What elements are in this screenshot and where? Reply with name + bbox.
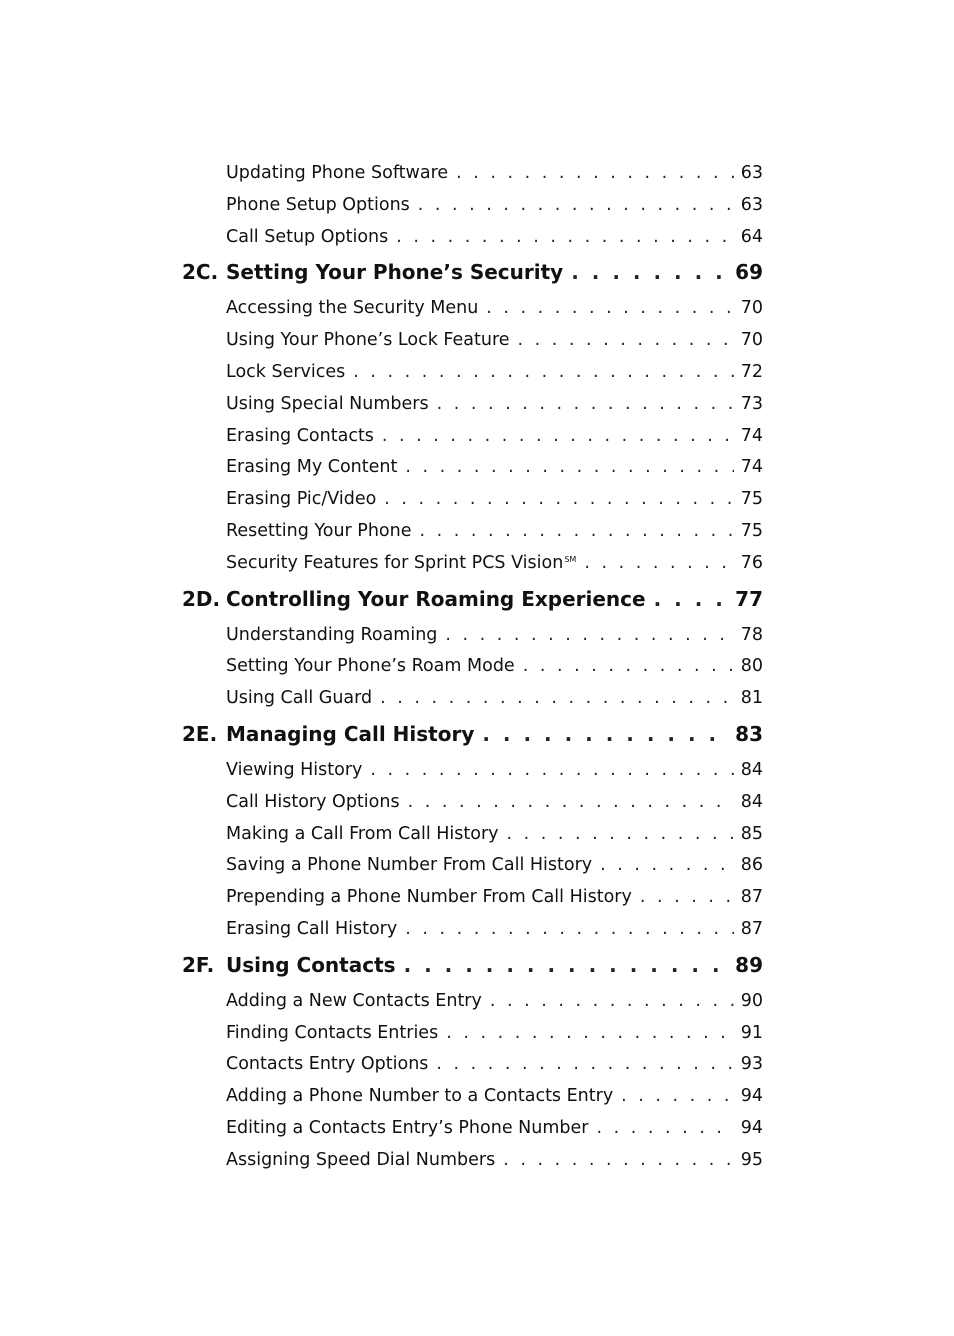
chapter-number: 2C. [182, 260, 219, 285]
entry-title [226, 452, 397, 484]
toc-entry-row[interactable] [182, 325, 763, 357]
entry-title [226, 683, 372, 715]
toc-entry-row[interactable] [182, 421, 763, 453]
page-number: 70 [740, 330, 763, 351]
page-number: 76 [740, 552, 763, 573]
title-text: Making a Call From Call History [226, 823, 499, 844]
chapter-title [226, 716, 474, 753]
page-number: 63 [740, 163, 763, 183]
entry-title [226, 914, 397, 946]
title-text: Setting Your Phone’s Roam Mode [226, 656, 515, 677]
page-number: 93 [740, 1054, 763, 1075]
dot-leader [584, 548, 733, 580]
page-number: 83 [735, 721, 763, 746]
dot-leader [437, 389, 734, 421]
toc-entry-row[interactable] [182, 819, 763, 851]
page-number: 86 [740, 855, 763, 876]
entry-title [226, 787, 400, 819]
page-number: 72 [740, 361, 763, 382]
dot-leader [418, 190, 734, 222]
entry-title [226, 190, 410, 222]
title-text: Finding Contacts Entries [226, 1022, 439, 1043]
title-text: Erasing Call History [226, 918, 398, 939]
entry-title [226, 158, 448, 190]
page-number: 95 [740, 1149, 763, 1170]
title-text: Saving a Phone Number From Call History [226, 855, 593, 876]
page-number: 73 [740, 393, 763, 414]
entry-title [226, 850, 592, 882]
title-text: Assigning Speed Dial Numbers [226, 1149, 496, 1170]
entry-title [226, 222, 388, 254]
dot-leader [382, 421, 734, 453]
entry-title [226, 516, 412, 548]
entry-title [226, 755, 362, 787]
page-number: 84 [740, 759, 763, 780]
dot-leader [456, 158, 734, 190]
toc-chapter-row[interactable] [182, 254, 763, 291]
dot-leader [380, 683, 734, 715]
page-number: 81 [740, 688, 763, 709]
toc-entry-row[interactable] [182, 357, 763, 389]
toc-entry-row[interactable] [182, 293, 763, 325]
title-text: Contacts Entry Options [226, 1054, 429, 1075]
dot-leader [640, 882, 734, 914]
toc-entry-row[interactable] [182, 222, 763, 254]
title-text: Viewing History [226, 759, 363, 780]
entry-title [226, 357, 345, 389]
dot-leader [445, 620, 733, 652]
title-text: Phone Setup Options [226, 194, 410, 215]
entry-title [226, 421, 374, 453]
chapter-number: 2D. [182, 586, 221, 611]
toc-entry-row[interactable] [182, 548, 763, 580]
page-number: 78 [740, 624, 763, 645]
title-text: Call Setup Options [226, 226, 389, 247]
title-text: Editing a Contacts Entry’s Phone Number [226, 1117, 589, 1138]
entry-title [226, 620, 437, 652]
title-text: Adding a Phone Number to a Contacts Entry [226, 1086, 614, 1107]
toc-entry-row[interactable] [182, 484, 763, 516]
dot-leader [405, 914, 734, 946]
title-text: Using Your Phone’s Lock Feature [226, 330, 510, 351]
entry-title [226, 819, 499, 851]
toc-entry-row[interactable] [182, 452, 763, 484]
toc-chapter-row[interactable] [182, 581, 763, 618]
title-text: Using Contacts [226, 952, 396, 977]
title-text: Updating Phone Software [226, 163, 449, 183]
dot-leader [436, 1049, 733, 1081]
dot-leader [621, 1081, 734, 1113]
title-text: Setting Your Phone’s Security [226, 260, 564, 285]
toc-entry-row[interactable] [182, 986, 763, 1018]
toc-entry-row[interactable] [182, 190, 763, 222]
toc-entry-row[interactable] [182, 516, 763, 548]
page-number: 84 [740, 791, 763, 812]
dot-leader [420, 516, 734, 548]
dot-leader [408, 787, 734, 819]
toc-entry-row[interactable] [182, 882, 763, 914]
entry-title [226, 325, 510, 357]
dot-leader [507, 819, 734, 851]
toc-entry-row[interactable] [182, 1018, 763, 1050]
entry-title [226, 986, 482, 1018]
dot-leader [404, 947, 729, 984]
page-number: 63 [740, 194, 763, 215]
dot-leader [503, 1145, 734, 1177]
page-number: 87 [740, 918, 763, 939]
page-number: 74 [740, 457, 763, 478]
toc-entry-row[interactable] [182, 158, 763, 190]
title-text: Prepending a Phone Number From Call History [226, 887, 632, 908]
chapter-title [226, 947, 396, 984]
toc-entry-row[interactable] [182, 755, 763, 787]
title-text: Understanding Roaming [226, 624, 438, 645]
toc-entry-row[interactable] [182, 651, 763, 683]
entry-title [226, 1049, 428, 1081]
dot-leader [518, 325, 734, 357]
dot-leader [600, 850, 734, 882]
entry-title [226, 293, 478, 325]
title-text: Erasing My Content [226, 457, 398, 478]
dot-leader [384, 484, 733, 516]
entry-title [226, 1113, 588, 1145]
toc-entry-row[interactable] [182, 850, 763, 882]
toc-entry-row[interactable] [182, 1081, 763, 1113]
title-text: Erasing Contacts [226, 425, 374, 446]
title-text: Erasing Pic/Video [226, 489, 377, 510]
toc-entry-row[interactable] [182, 1049, 763, 1081]
chapter-title [226, 581, 646, 618]
toc-entry-row[interactable] [182, 683, 763, 715]
entry-title [226, 484, 376, 516]
table-of-contents [182, 158, 763, 1177]
title-text: Using Call Guard [226, 688, 373, 709]
title-text: Security Features for Sprint PCS Vision [226, 552, 564, 573]
page-number: 80 [740, 656, 763, 677]
toc-entry-row[interactable] [182, 389, 763, 421]
page-number: 89 [735, 952, 763, 977]
title-text: Resetting Your Phone [226, 520, 412, 541]
page-number: 64 [740, 226, 763, 247]
dot-leader [654, 581, 729, 618]
dot-leader [396, 222, 733, 254]
chapter-number: 2E. [182, 721, 218, 746]
dot-leader [486, 293, 733, 325]
title-text: Using Special Numbers [226, 393, 429, 414]
toc-entry-row[interactable] [182, 1113, 763, 1145]
toc-entry-row[interactable] [182, 787, 763, 819]
page-number: 87 [740, 887, 763, 908]
page-number: 91 [740, 1022, 763, 1043]
entry-title [226, 1145, 495, 1177]
page-number: 74 [740, 425, 763, 446]
entry-title [226, 1081, 613, 1113]
dot-leader [571, 254, 728, 291]
page-number: 70 [740, 298, 763, 319]
chapter-title [226, 254, 563, 291]
dot-leader [596, 1113, 733, 1145]
entry-title [226, 651, 515, 683]
title-text: Controlling Your Roaming Experience [226, 586, 646, 611]
dot-leader [405, 452, 733, 484]
page-number: 75 [740, 520, 763, 541]
toc-entry-row[interactable] [182, 914, 763, 946]
dot-leader [446, 1018, 734, 1050]
dot-leader [490, 986, 734, 1018]
page-number: 75 [740, 489, 763, 510]
page-number: 85 [740, 823, 763, 844]
toc-chapter-row[interactable] [182, 947, 763, 984]
title-text: Lock Services [226, 361, 346, 382]
dot-leader [523, 651, 734, 683]
entry-title [226, 882, 632, 914]
title-text: Call History Options [226, 791, 400, 812]
title-text: Adding a New Contacts Entry [226, 990, 482, 1011]
dot-leader [370, 755, 733, 787]
chapter-number: 2F. [182, 952, 215, 977]
entry-title [226, 1018, 438, 1050]
dot-leader [353, 357, 733, 389]
toc-entry-row[interactable] [182, 1145, 763, 1177]
dot-leader [482, 716, 728, 753]
title-text: Managing Call History [226, 721, 475, 746]
page-number: 77 [735, 586, 763, 611]
toc-entry-row[interactable] [182, 620, 763, 652]
toc-chapter-row[interactable] [182, 716, 763, 753]
page-number: 69 [735, 260, 763, 285]
page-number: 90 [740, 990, 763, 1011]
entry-title [226, 389, 429, 421]
service-mark: SM [564, 554, 577, 564]
page-number: 94 [740, 1117, 763, 1138]
entry-title [226, 548, 576, 580]
title-text: Accessing the Security Menu [226, 298, 479, 319]
page-number: 94 [740, 1086, 763, 1107]
